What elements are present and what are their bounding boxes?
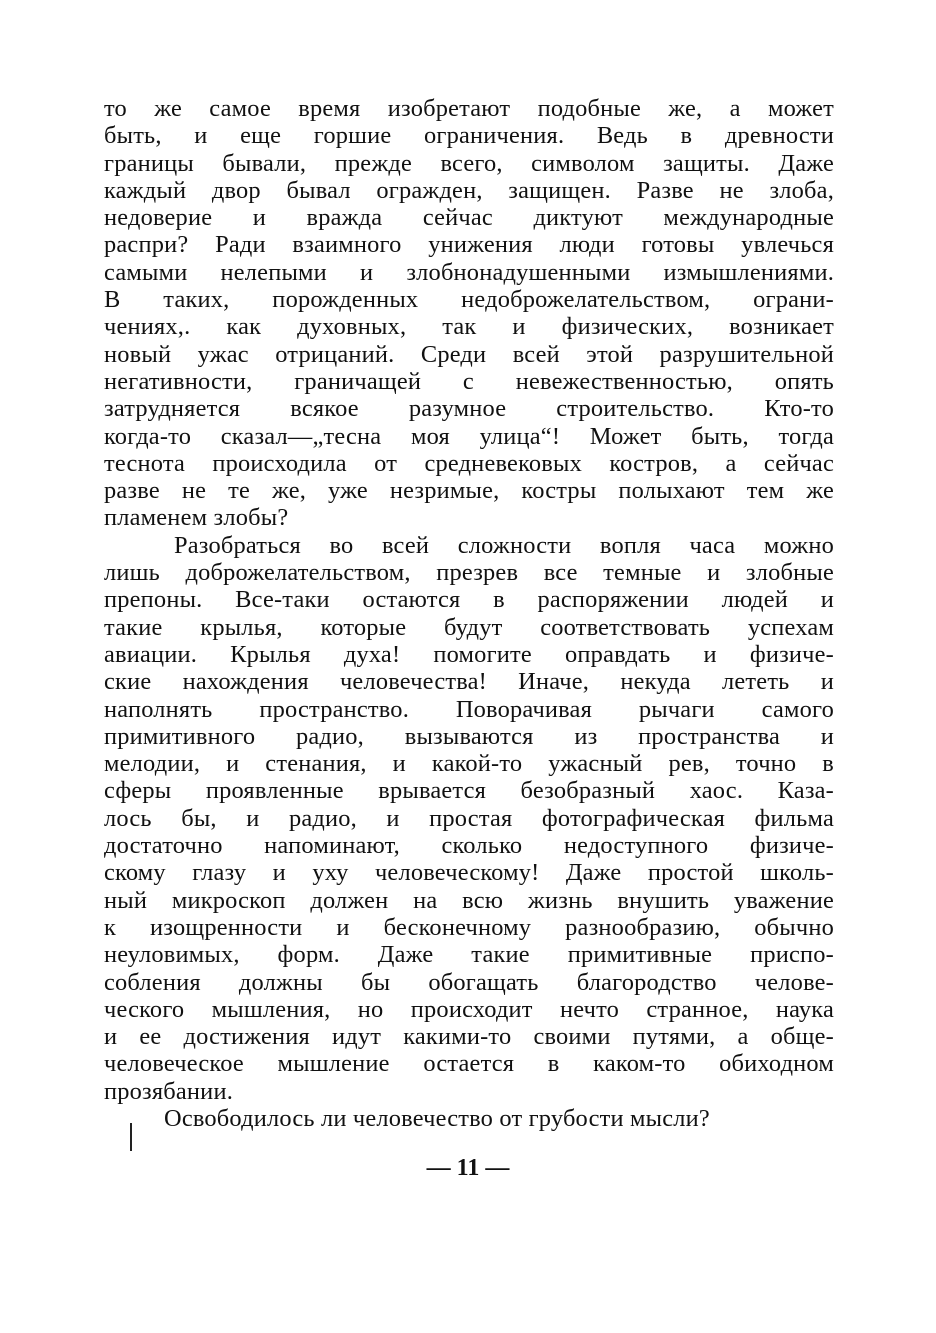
text-line: быть, и еще горшие ограничения. Ведь в древности (104, 122, 834, 150)
text-line: авиации. Крылья духа! помогите оправдать и физиче- (104, 640, 834, 668)
text-line: такие крылья, которые будут соответствовать успехам (104, 613, 834, 641)
text-line: распри? Ради взаимного унижения люди готовы увлечься (104, 231, 834, 259)
text-line: собления должны бы обогащать благородство челове- (104, 968, 834, 996)
text-line: негативности, граничащей с невежественностью, опять (104, 367, 834, 395)
margin-mark (130, 1123, 132, 1151)
text-line: препоны. Все-таки остаются в распоряжении людей и (104, 586, 834, 614)
paragraph-first-line: Освободилось ли человечество от грубости мысли? (164, 1104, 710, 1132)
text-line: ские нахождения человечества! Иначе, некуда лететь и (104, 668, 834, 696)
text-line: лишь доброжелательством, презрев все темные и злобные (104, 559, 834, 587)
text-line: к изощренности и бесконечному разнообразию, обычно (104, 913, 834, 941)
text-line: недоверие и вражда сейчас диктуют международные (104, 204, 834, 232)
text-line: сферы проявленные врывается безобразный хаос. Каза- (104, 777, 834, 805)
text-line: границы бывали, прежде всего, символом защиты. Даже (104, 149, 834, 177)
text-line: ный микроскоп должен на всю жизнь внушить уважение (104, 886, 834, 914)
text-line: каждый двор бывал огражден, защищен. Разве не злоба, (104, 176, 834, 204)
text-line: достаточно напоминают, сколько недоступного физиче- (104, 832, 834, 860)
text-line: примитивного радио, вызываются из пространства и (104, 722, 834, 750)
text-line: пламенем злобы? (104, 504, 289, 532)
text-line: когда-то сказал—„тесна моя улица“! Может быть, тогда (104, 422, 834, 450)
text-line: то же самое время изобретают подобные же, а может (104, 95, 834, 122)
text-line: скому глазу и уху человеческому! Даже простой школь- (104, 859, 834, 887)
page-body-text (104, 95, 834, 1132)
text-line: В таких, порожденных недоброжелательством, ограни- (104, 286, 834, 314)
paragraph-first-line: Разобраться во всей сложности вопля часа можно (174, 531, 834, 559)
text-line: человеческое мышление остается в каком-то обиходном (104, 1050, 834, 1078)
text-line: прозябании. (104, 1077, 233, 1105)
text-line: и ее достижения идут какими-то своими путями, а обще- (104, 1023, 834, 1051)
page-number: — 11 — (426, 1155, 510, 1181)
text-line: неуловимых, форм. Даже такие примитивные приспо- (104, 941, 834, 969)
text-line: чениях,. как духовных, так и физических, возникает (104, 313, 834, 341)
text-line: ческого мышления, но происходит нечто странное, наука (104, 995, 834, 1023)
text-line: новый ужас отрицаний. Среди всей этой разрушительной (104, 340, 834, 368)
text-line: теснота происходила от средневековых костров, а сейчас (104, 449, 834, 477)
text-line: разве не те же, уже незримые, костры полыхают тем же (104, 477, 834, 505)
text-line: самыми нелепыми и злобнонадушенными измышлениями. (104, 258, 834, 286)
text-line: лось бы, и радио, и простая фотографическая фильма (104, 804, 834, 832)
text-line: мелодии, и стенания, и какой-то ужасный рев, точно в (104, 750, 834, 778)
text-line: наполнять пространство. Поворачивая рычаги самого (104, 695, 834, 723)
text-line: затрудняется всякое разумное строительство. Кто-то (104, 395, 834, 423)
